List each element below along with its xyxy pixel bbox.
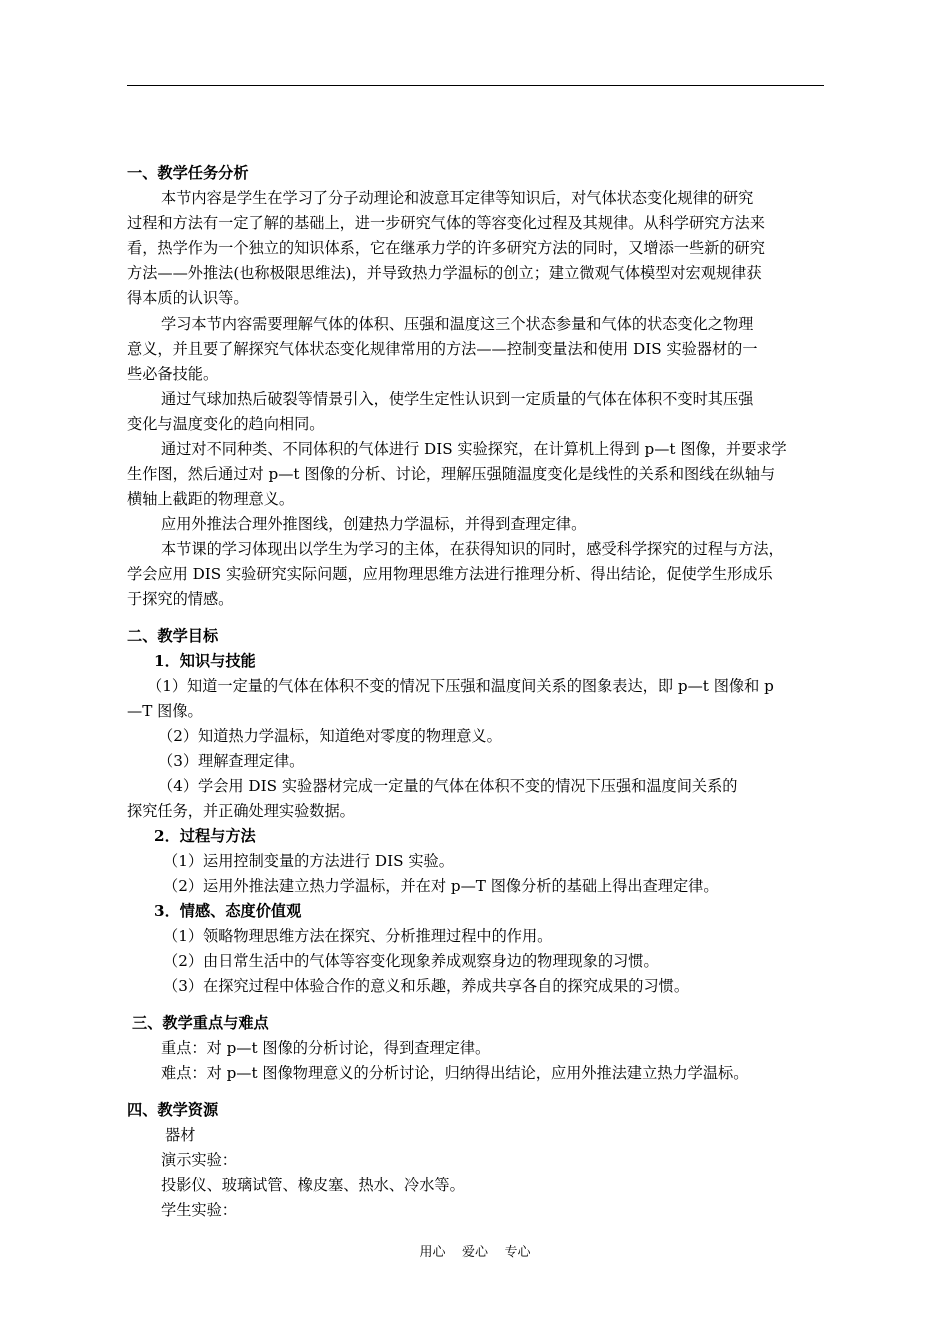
section-1-para-1-line: 得本质的认识等。	[127, 289, 249, 307]
section-1-para-1-line: 过程和方法有一定了解的基础上，进一步研究气体的等容变化过程及其规律。从科学研究方法来	[127, 214, 765, 232]
objective-item: （4）学会用 DIS 实验器材完成一定量的气体在体积不变的情况下压强和温度间关系的	[158, 777, 738, 795]
section-2-heading: 二、教学目标	[127, 627, 219, 645]
section-4-heading: 四、教学资源	[127, 1101, 219, 1119]
objective-item: （3）理解查理定律。	[158, 752, 305, 770]
section-1-para-5-line: 应用外推法合理外推图线，创建热力学温标，并得到查理定律。	[161, 515, 587, 533]
section-1-para-2-line: 意义，并且要了解探究气体状态变化规律常用的方法——控制变量法和使用 DIS 实验器材的一	[127, 340, 758, 358]
objective-item: —T 图像。	[127, 702, 203, 720]
section-1-para-4-line: 通过对不同种类、不同体积的气体进行 DIS 实验探究，在计算机上得到 p—t 图像，并要求学	[161, 440, 787, 458]
objective-item: （2）运用外推法建立热力学温标，并在对 p—T 图像分析的基础上得出查理定律。	[163, 877, 719, 895]
objective-item: （1）知道一定量的气体在体积不变的情况下压强和温度间关系的图象表达，即 p—t 图像和 p	[147, 677, 774, 695]
section-1-para-1-line: 方法——外推法(也称极限思维法)，并导致热力学温标的创立；建立微观气体模型对宏观规律获	[127, 264, 762, 282]
key-point: 重点：对 p—t 图像的分析讨论，得到查理定律。	[161, 1039, 491, 1057]
demo-experiment-label: 演示实验：	[161, 1151, 237, 1169]
subheading-process-method: 2．过程与方法	[154, 827, 256, 845]
section-1-para-1-line: 看，热学作为一个独立的知识体系，它在继承力学的许多研究方法的同时，又增添一些新的研究	[127, 239, 765, 257]
section-1-para-4-line: 生作图，然后通过对 p—t 图像的分析、讨论，理解压强随温度变化是线性的关系和图线在纵轴与	[127, 465, 776, 483]
objective-item: （1）领略物理思维方法在探究、分析推理过程中的作用。	[163, 927, 553, 945]
subheading-attitude-values: 3．情感、态度价值观	[154, 902, 302, 920]
section-1-para-1-line: 本节内容是学生在学习了分子动理论和波意耳定律等知识后，对气体状态变化规律的研究	[161, 189, 754, 207]
section-1-para-6-line: 于探究的情感。	[127, 590, 234, 608]
objective-item: （3）在探究过程中体验合作的意义和乐趣，养成共享各自的探究成果的习惯。	[163, 977, 690, 995]
section-3-heading: 三、教学重点与难点	[132, 1014, 269, 1032]
page-footer: 用心 爱心 专心	[419, 1245, 531, 1260]
section-1-para-2-line: 学习本节内容需要理解气体的体积、压强和温度这三个状态参量和气体的状态变化之物理	[161, 315, 754, 333]
subheading-knowledge-skills: 1．知识与技能	[154, 652, 256, 670]
header-rule	[127, 85, 824, 86]
section-1-para-3-line: 通过气球加热后破裂等情景引入，使学生定性认识到一定质量的气体在体积不变时其压强	[161, 390, 754, 408]
section-1-para-6-line: 本节课的学习体现出以学生为学习的主体，在获得知识的同时，感受科学探究的过程与方法，	[161, 540, 784, 558]
section-1-para-2-line: 些必备技能。	[127, 365, 219, 383]
objective-item: 探究任务，并正确处理实验数据。	[127, 802, 355, 820]
objective-item: （2）由日常生活中的气体等容变化现象养成观察身边的物理现象的习惯。	[163, 952, 659, 970]
equipment-label: 器材	[165, 1126, 196, 1144]
section-1-para-6-line: 学会应用 DIS 实验研究实际问题，应用物理思维方法进行推理分析、得出结论，促使学生形成乐	[127, 565, 773, 583]
objective-item: （2）知道热力学温标，知道绝对零度的物理意义。	[158, 727, 502, 745]
demo-experiment-items: 投影仪、玻璃试管、橡皮塞、热水、冷水等。	[161, 1176, 465, 1194]
section-1-para-3-line: 变化与温度变化的趋向相同。	[127, 415, 325, 433]
objective-item: （1）运用控制变量的方法进行 DIS 实验。	[163, 852, 454, 870]
difficult-point: 难点：对 p—t 图像物理意义的分析讨论，归纳得出结论，应用外推法建立热力学温标。	[161, 1064, 749, 1082]
section-1-para-4-line: 横轴上截距的物理意义。	[127, 490, 295, 508]
section-1-heading: 一、教学任务分析	[127, 164, 249, 182]
student-experiment-label: 学生实验：	[161, 1201, 237, 1219]
